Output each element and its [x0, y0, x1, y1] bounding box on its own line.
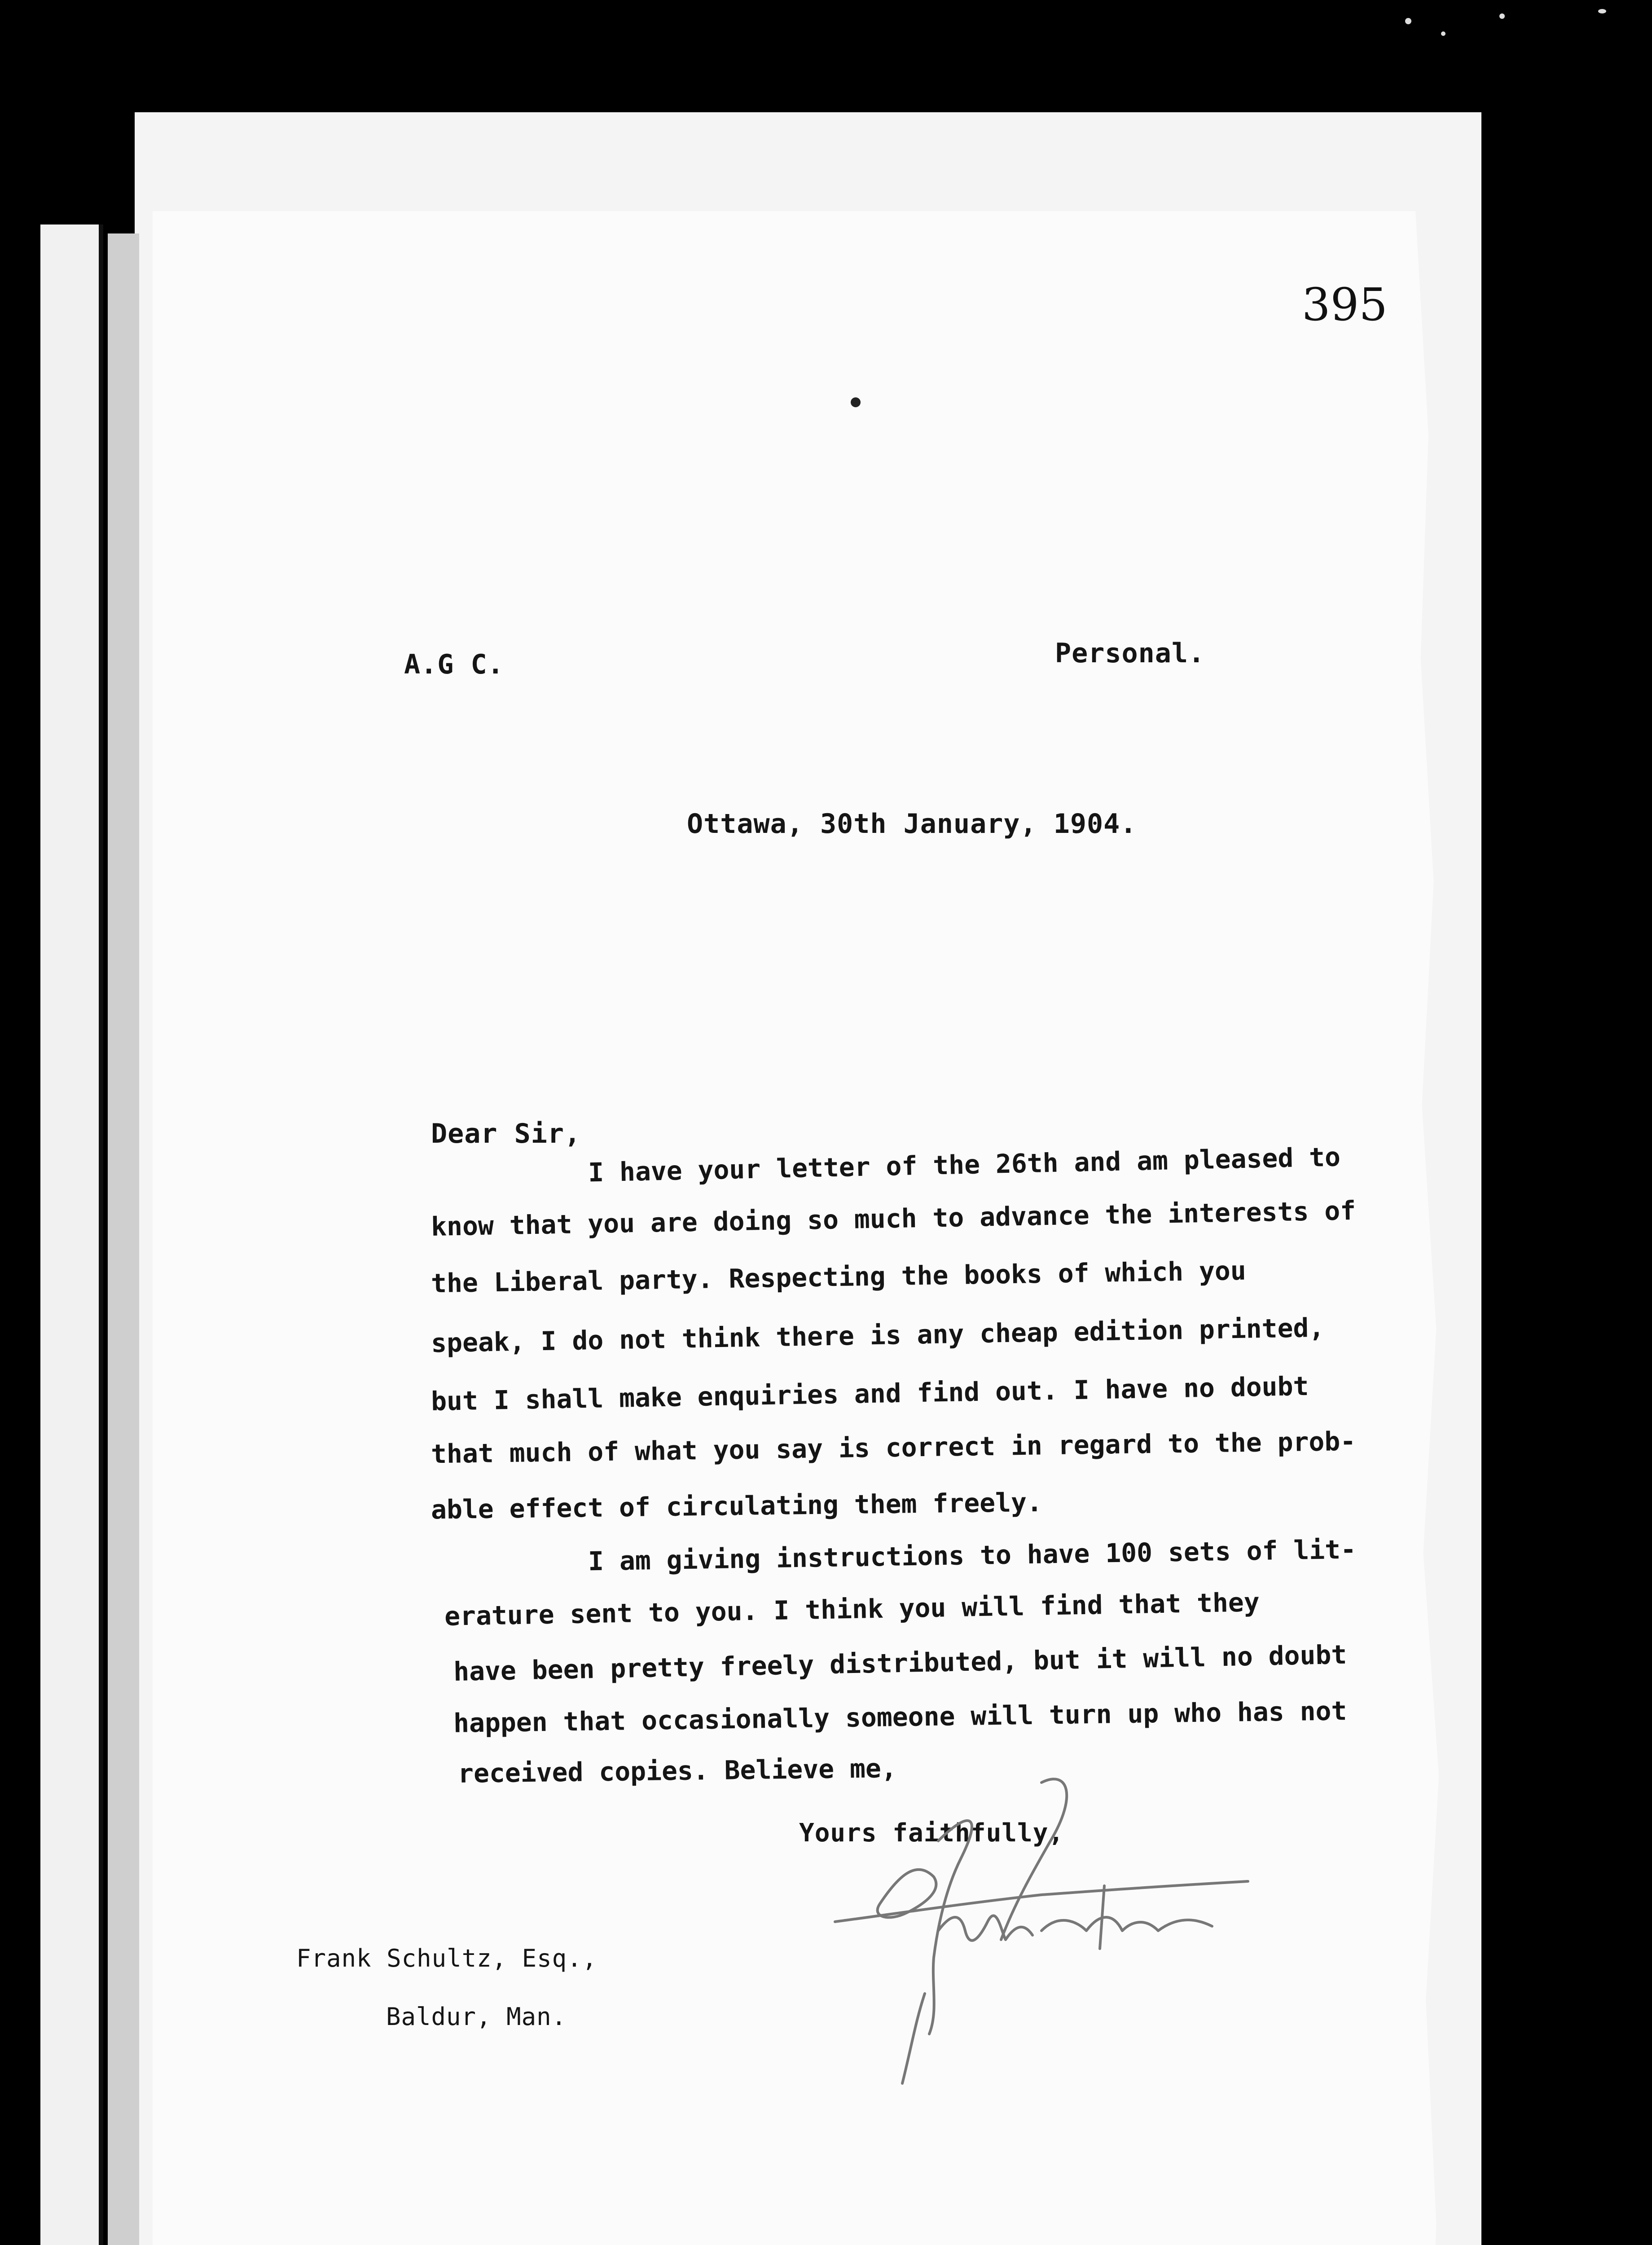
body-line: happen that occasionally someone will turn up who has not — [453, 1695, 1347, 1739]
body-line: speak, I do not think there is any cheap edition printed, — [431, 1312, 1325, 1359]
body-line: the Liberal party. Respecting the books of which you — [431, 1255, 1247, 1299]
closing: Yours faithfully, — [799, 1818, 1064, 1848]
binding-shadow — [108, 233, 139, 2245]
addressee-name: Frank Schultz, Esq., — [296, 1944, 598, 1972]
body-line: I am giving instructions to have 100 sets of lit- — [588, 1534, 1357, 1577]
signature — [790, 1742, 1293, 2119]
film-speck — [1441, 31, 1446, 36]
body-line: received copies. Believe me, — [457, 1753, 897, 1789]
body-line: know that you are doing so much to advance the interests of — [431, 1195, 1356, 1242]
reference-code: A.G C. — [404, 649, 504, 680]
film-speck — [1598, 9, 1606, 13]
film-speck — [1499, 13, 1505, 19]
personal-marking: Personal. — [1055, 638, 1205, 669]
dateline: Ottawa, 30th January, 1904. — [687, 808, 1137, 840]
film-speck — [1405, 18, 1411, 24]
addressee-place: Baldur, Man. — [386, 2003, 567, 2031]
salutation: Dear Sir, — [431, 1118, 581, 1149]
body-line: that much of what you say is correct in regard to the prob- — [431, 1426, 1356, 1470]
body-line: able effect of circulating them freely. — [431, 1487, 1043, 1525]
left-binding-strip — [40, 224, 103, 2245]
body-line: erature sent to you. I think you will find that they — [444, 1587, 1260, 1632]
body-line: but I shall make enquiries and find out. I have no doubt — [431, 1370, 1309, 1417]
ink-dot — [851, 397, 861, 407]
body-line: I have your letter of the 26th and am pleased to — [588, 1141, 1341, 1188]
body-line: have been pretty freely distributed, but it will no doubt — [453, 1639, 1347, 1687]
page-number: 395 — [1302, 278, 1388, 331]
